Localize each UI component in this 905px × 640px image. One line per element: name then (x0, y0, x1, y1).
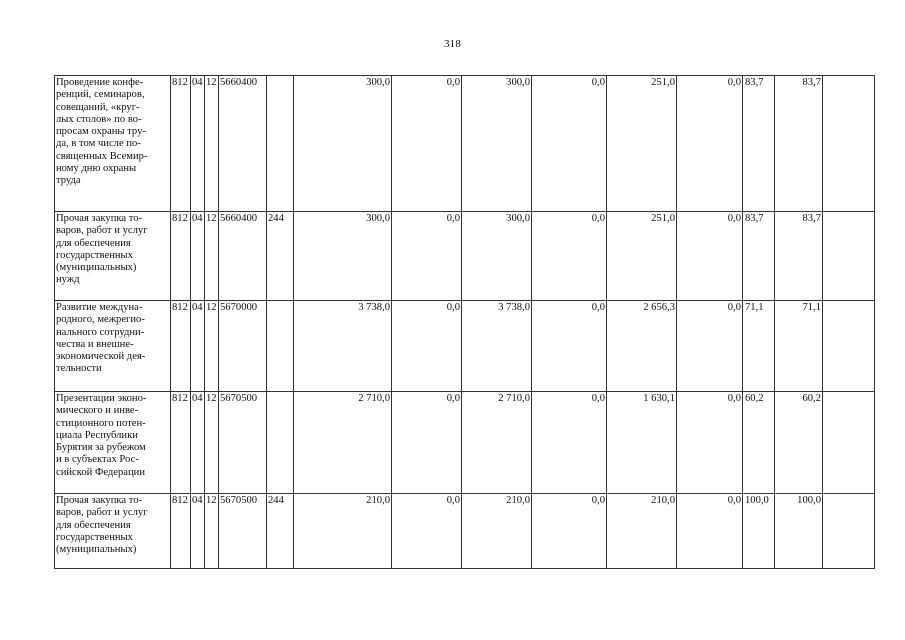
approved-amount-cell: 3 738,0 (294, 301, 392, 392)
item-name-line: государственных (56, 531, 133, 543)
refined-amount-cell: 300,0 (462, 76, 532, 212)
execution-percent-cell: 60,2 (743, 392, 775, 494)
execution-percent-cell: 83,7 (743, 76, 775, 212)
expense-type-cell (267, 76, 294, 212)
item-name-line: мического и инве- (56, 405, 139, 417)
target-article-cell: 5670500 (219, 392, 267, 494)
item-name-line: ному дню охраны (56, 162, 137, 174)
item-name-line: да, в том числе по- (56, 138, 141, 150)
executed-amount-cell: 1 630,1 (607, 392, 677, 494)
refined-amount-cell: 210,0 (462, 494, 532, 569)
expense-type-cell: 244 (267, 212, 294, 301)
target-article-cell: 5670000 (219, 301, 267, 392)
item-name-line: и в субъектах Рос- (56, 454, 139, 466)
subsection-code-cell: 12 (205, 301, 219, 392)
table-row (55, 494, 875, 569)
item-name-line: Бурятия за рубежом (56, 442, 146, 453)
expense-type-cell: 244 (267, 494, 294, 569)
target-article-cell: 5670500 (219, 494, 267, 569)
section-code-cell: 04 (191, 494, 205, 569)
section-code-cell: 04 (191, 301, 205, 392)
execution-percent-cell: 100,0 (743, 494, 775, 569)
budget-table (54, 75, 875, 569)
item-name-line: родного, межрегио- (56, 314, 145, 326)
empty-cell (823, 76, 875, 212)
table-row (55, 76, 875, 212)
table-row (55, 392, 875, 494)
execution-percent-refined-cell: 83,7 (775, 212, 823, 301)
refined-federal-cell: 0,0 (532, 212, 607, 301)
item-name-line: варов, работ и услуг (56, 507, 148, 519)
item-name-line: государственных (56, 249, 133, 261)
item-name-line: Развитие междуна- (56, 302, 143, 313)
ministry-code-cell: 812 (171, 212, 191, 301)
approved-federal-cell: 0,0 (392, 494, 462, 569)
executed-amount-cell: 251,0 (607, 212, 677, 301)
executed-amount-cell: 210,0 (607, 494, 677, 569)
ministry-code-cell: 812 (171, 301, 191, 392)
refined-federal-cell: 0,0 (532, 392, 607, 494)
execution-percent-refined-cell: 83,7 (775, 76, 823, 212)
approved-federal-cell: 0,0 (392, 392, 462, 494)
execution-percent-refined-cell: 100,0 (775, 494, 823, 569)
item-name-cell (55, 301, 171, 392)
section-code-cell: 04 (191, 76, 205, 212)
expense-type-cell (267, 301, 294, 392)
section-code-cell: 04 (191, 392, 205, 494)
item-name-cell (55, 76, 171, 212)
item-name-line: нального сотрудни- (56, 326, 145, 338)
executed-amount-cell: 251,0 (607, 76, 677, 212)
target-article-cell: 5660400 (219, 76, 267, 212)
item-name-line: (муниципальных) (56, 544, 137, 555)
item-name-line: чества и внешне- (56, 338, 134, 350)
refined-amount-cell: 300,0 (462, 212, 532, 301)
approved-federal-cell: 0,0 (392, 301, 462, 392)
table-row (55, 212, 875, 301)
executed-amount-cell: 2 656,3 (607, 301, 677, 392)
executed-federal-cell: 0,0 (677, 212, 743, 301)
expense-type-cell (267, 392, 294, 494)
page-number: 318 (443, 38, 462, 50)
item-name-line: варов, работ и услуг (56, 225, 148, 237)
refined-federal-cell: 0,0 (532, 301, 607, 392)
section-code-cell: 04 (191, 212, 205, 301)
item-name-line: лых столов» по во- (56, 113, 142, 125)
empty-cell (823, 301, 875, 392)
approved-amount-cell: 300,0 (294, 212, 392, 301)
refined-federal-cell: 0,0 (532, 76, 607, 212)
approved-federal-cell: 0,0 (392, 76, 462, 212)
approved-amount-cell: 300,0 (294, 76, 392, 212)
item-name-line: нужд (56, 274, 80, 286)
ministry-code-cell: 812 (171, 494, 191, 569)
item-name-line: совещаний, «круг- (56, 101, 140, 113)
item-name-line: для обеспечения (56, 237, 131, 249)
item-name-line: труда (56, 175, 81, 186)
executed-federal-cell: 0,0 (677, 301, 743, 392)
subsection-code-cell: 12 (205, 76, 219, 212)
subsection-code-cell: 12 (205, 392, 219, 494)
item-name-line: просам охраны тру- (56, 126, 146, 137)
item-name-line: священных Всемир- (56, 150, 148, 162)
item-name-line: Проведение конфе- (56, 77, 144, 88)
item-name-line: стиционного потен- (56, 417, 146, 429)
item-name-cell (55, 494, 171, 569)
item-name-line: для обеспечения (56, 519, 131, 531)
ministry-code-cell: 812 (171, 76, 191, 212)
item-name-line: сийской Федерации (56, 466, 145, 478)
empty-cell (823, 392, 875, 494)
table-row (55, 301, 875, 392)
execution-percent-refined-cell: 60,2 (775, 392, 823, 494)
subsection-code-cell: 12 (205, 212, 219, 301)
executed-federal-cell: 0,0 (677, 392, 743, 494)
item-name-line: тельности (56, 363, 102, 375)
item-name-line: ренций, семинаров, (56, 89, 145, 101)
item-name-cell (55, 392, 171, 494)
subsection-code-cell: 12 (205, 494, 219, 569)
executed-federal-cell: 0,0 (677, 76, 743, 212)
item-name-cell (55, 212, 171, 301)
approved-federal-cell: 0,0 (392, 212, 462, 301)
approved-amount-cell: 210,0 (294, 494, 392, 569)
item-name-line: Прочая закупка то- (56, 213, 143, 224)
execution-percent-cell: 83,7 (743, 212, 775, 301)
refined-federal-cell: 0,0 (532, 494, 607, 569)
item-name-line: (муниципальных) (56, 262, 137, 273)
refined-amount-cell: 3 738,0 (462, 301, 532, 392)
item-name-line: циала Республики (56, 429, 138, 441)
empty-cell (823, 494, 875, 569)
ministry-code-cell: 812 (171, 392, 191, 494)
execution-percent-refined-cell: 71,1 (775, 301, 823, 392)
executed-federal-cell: 0,0 (677, 494, 743, 569)
refined-amount-cell: 2 710,0 (462, 392, 532, 494)
empty-cell (823, 212, 875, 301)
execution-percent-cell: 71,1 (743, 301, 775, 392)
item-name-line: Прочая закупка то- (56, 495, 143, 506)
target-article-cell: 5660400 (219, 212, 267, 301)
item-name-line: Презентации эконо- (56, 393, 147, 404)
approved-amount-cell: 2 710,0 (294, 392, 392, 494)
item-name-line: экономической дея- (56, 351, 146, 362)
